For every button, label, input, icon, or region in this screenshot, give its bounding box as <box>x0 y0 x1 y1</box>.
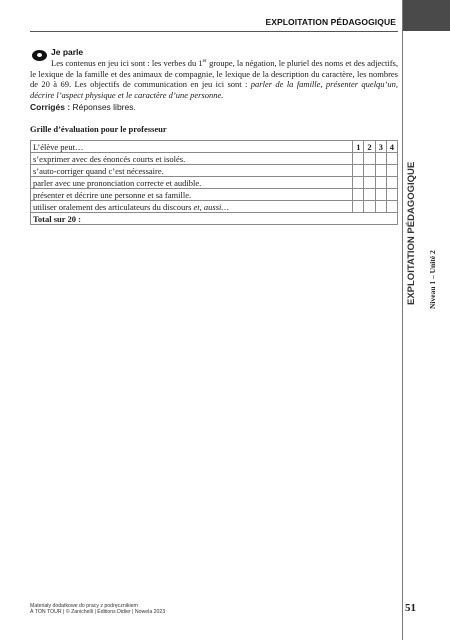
table-row <box>31 153 398 165</box>
grid-cell[interactable] <box>364 201 375 213</box>
paragraph-text-2: groupe, la négation, le pluriel des noms et des adjectifs, le lexique de la famille et des animaux de compagnie, le lexique de la description du caractère, les nombres de 20 à 69. Les objectifs de communication en jeu ici sont : <box>30 58 398 90</box>
paragraph-objectives: parler de la famille, présenter quelqu’un, décrire l’aspect physique et le caractère d’une personne. <box>30 79 399 100</box>
section-title: Je parle <box>51 47 84 57</box>
grid-cell[interactable] <box>386 165 397 177</box>
grid-cell[interactable] <box>375 165 386 177</box>
page-footer <box>30 603 165 616</box>
grid-cell[interactable] <box>364 165 375 177</box>
page-header-title: EXPLOITATION PÉDAGOGIQUE <box>265 17 396 27</box>
footer-line-1: Materiały dodatkowe do pracy z podręcznikiem <box>30 603 138 609</box>
grid-col-1: 1 <box>353 141 364 153</box>
grid-title: Grille d’évaluation pour le professeur <box>30 124 167 134</box>
grid-cell[interactable] <box>386 189 397 201</box>
grid-cell[interactable] <box>386 201 397 213</box>
grid-cell[interactable] <box>375 201 386 213</box>
grid-cell[interactable] <box>353 177 364 189</box>
paragraph-superscript: er <box>202 58 207 65</box>
corriges-line <box>30 102 136 112</box>
side-tab-unit: Niveau 1 – Unité 2 <box>428 250 437 309</box>
corriges-label: Corrigés : <box>30 102 71 112</box>
table-row <box>31 201 398 213</box>
grid-row-label: présenter et décrire une personne et sa famille. <box>31 189 353 201</box>
grid-cell[interactable] <box>353 201 364 213</box>
grid-cell[interactable] <box>364 177 375 189</box>
table-row <box>31 177 398 189</box>
grid-cell[interactable] <box>353 165 364 177</box>
grid-header-label: L’élève peut… <box>31 141 353 153</box>
header-divider <box>30 31 398 32</box>
grid-row-label: parler avec une prononciation correcte et audible. <box>31 177 353 189</box>
grid-cell[interactable] <box>353 189 364 201</box>
grid-row-label: s’exprimer avec des énoncés courts et isolés. <box>31 153 353 165</box>
side-tab <box>402 0 450 640</box>
grid-row-italic: et, aussi… <box>193 201 229 212</box>
grid-cell[interactable] <box>386 153 397 165</box>
grid-col-3: 3 <box>375 141 386 153</box>
grid-cell[interactable] <box>386 177 397 189</box>
evaluation-grid <box>30 140 398 225</box>
table-row <box>31 189 398 201</box>
page-number: 51 <box>405 602 416 614</box>
side-tab-header-block <box>403 0 450 31</box>
paragraph-text-1: Les contenus en jeu ici sont : les verbes du 1 <box>51 58 203 68</box>
grid-total-row <box>31 213 398 225</box>
grid-cell[interactable] <box>353 153 364 165</box>
grid-total-label: Total sur 20 : <box>31 213 398 225</box>
grid-header-row <box>31 141 398 153</box>
grid-col-2: 2 <box>364 141 375 153</box>
grid-row-label <box>31 201 353 213</box>
grid-col-4: 4 <box>386 141 397 153</box>
grid-cell[interactable] <box>375 177 386 189</box>
grid-row-text: utiliser oralement des articulateurs du discours <box>33 201 194 212</box>
side-tab-title: EXPLOITATION PÉDAGOGIQUE <box>406 161 417 305</box>
grid-row-label: s’auto-corriger quand c’est nécessaire. <box>31 165 353 177</box>
grid-cell[interactable] <box>375 153 386 165</box>
table-row <box>31 165 398 177</box>
grid-cell[interactable] <box>364 153 375 165</box>
grid-cell[interactable] <box>375 189 386 201</box>
section-paragraph <box>30 58 398 100</box>
corriges-value: Réponses libres. <box>72 102 136 112</box>
footer-line-2: À TON TOUR | © Zanichelli | Éditions Didier | Nowela 2023 <box>30 609 166 616</box>
grid-cell[interactable] <box>364 189 375 201</box>
